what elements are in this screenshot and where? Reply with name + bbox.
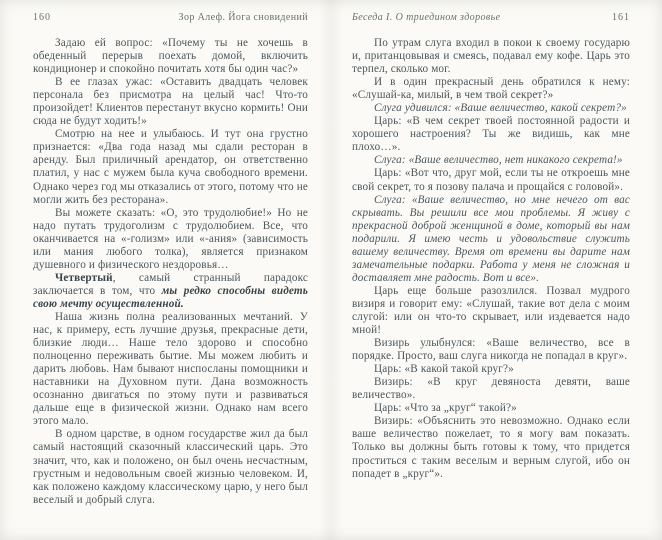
paragraph — [352, 194, 630, 285]
paragraph — [352, 37, 630, 76]
text-segment: Визирь улыбнулся: «Ваше величество, все в порядке. Просто, ваш слуга никогда не попадал в круг». — [352, 337, 630, 363]
page-body-right — [352, 37, 630, 481]
page-161 — [331, 0, 662, 540]
running-title-left: Зор Алеф. Йога сновидений — [178, 12, 308, 23]
text-segment: В ее глазах ужас: «Оставить двадцать человек персонала без присмотра на целый час! Что-то произойдет! Клиентов перестанут вкусно кормить! Они сюда не будут ходить!» — [33, 76, 308, 128]
text-segment: Царь: «В чем секрет твоей постоянной радости и хорошего настроения? Ты же видишь, как мне плохо…». — [352, 115, 630, 154]
paragraph — [33, 311, 308, 428]
text-segment: Слуга удивился: «Ваше величество, какой секрет?» — [374, 102, 627, 115]
text-segment: Вы можете сказать: «О, это трудолюбие!» Но не надо путать трудоголизм с трудолюбием. Все, что оканчивается на «-голизм» или «-ания» (зависимость или мания любого толка), является признаком душевного и физического нездоровья… — [33, 206, 308, 271]
paragraph — [33, 76, 308, 128]
text-segment: Царь: «Вот что, друг мой, если ты не откроешь мне свой секрет, то я позову палача и прощайся с головой». — [352, 167, 630, 193]
text-segment: Слуга: «Ваше величество, но мне нечего от вас скрывать. Вы решили все мои проблемы. Я живу с прекрасной доброй женщиной в доме, который вы нам подарили. Я имею честь и удовольствие служить вашему величеству. Время от времени вы дарите нам замечательные подарки. Работа у меня не сложная и доставляет мне радость. Вот и все». — [352, 193, 630, 284]
paragraph — [352, 102, 630, 115]
text-segment: Задаю ей вопрос: «Почему ты не хочешь в обеденный перерыв поехать домой, включить кондиционер и спокойно почитать хотя бы один час?» — [33, 37, 308, 76]
text-segment: Слуга: «Ваше величество, нет никакого секрета!» — [374, 154, 623, 167]
paragraph — [352, 337, 630, 363]
text-segment: Четвертый — [55, 271, 113, 284]
paragraph — [352, 285, 630, 337]
text-segment: Царь еще больше разозлился. Позвал мудрого визиря и говорит ему: «Слушай, такие вот дела с моим слугой: или он что-то скрывает, или издевается надо мной! — [352, 284, 630, 337]
text-segment: По утрам слуга входил в покои к своему государю и, пританцовывая и смеясь, подавал ему кофе. Царь это терпел, сколько мог. — [352, 37, 630, 76]
text-segment: Визирь: «Объяснить это невозможно. Однако если ваше величество пожелает, то я могу вам показать. Только вы должны быть готовы к тому, что придется проститься с таким веселым и верным слугой, ибо он попадет в „круг“». — [352, 415, 630, 480]
paragraph — [33, 428, 308, 506]
paragraph — [352, 402, 630, 415]
paragraph — [352, 154, 630, 167]
page-number-right: 161 — [612, 12, 630, 23]
text-segment: Царь: «В какой такой круг?» — [374, 363, 514, 376]
running-title-right: Беседа I. О триедином здоровье — [352, 12, 501, 23]
paragraph — [352, 363, 630, 376]
paragraph — [33, 207, 308, 272]
text-segment: Наша жизнь полна реализованных мечтаний. У нас, к примеру, есть лучшие друзья, прекрасные дети, близкие люди… Наше тело здорово и способно полноценно переживать бытие. Мы можем любить и дарить любовь. Нам бывают ниспосланы помощники и наставники на Духовном пути. Дана возможность осознанно двигаться по этому пути и развиваться дальше еще в физической жизни. Однако нам всего этого мало. — [33, 310, 308, 428]
paragraph — [352, 167, 630, 193]
text-segment: Смотрю на нее и улыбаюсь. И тут она грустно признается: «Два года назад мы сдали ресторан в аренду. Был приличный арендатор, он ответственно платил, у нас с мужем была куча свободного времени. Однако через год мы отказались от этого, потому что не могли жить без ресторана». — [33, 128, 308, 206]
paragraph — [352, 415, 630, 480]
paragraph — [33, 128, 308, 206]
paragraph — [352, 115, 630, 154]
text-segment: мы редко способны видеть свою мечту осуществленной. — [33, 284, 308, 310]
running-head-right — [352, 12, 630, 24]
paragraph — [33, 272, 308, 311]
page-number-left: 160 — [33, 12, 51, 23]
text-segment: В одном царстве, в одном государстве жил да был самый настоящий сказочный классический царь. Это значит, что, как и положено, он был очень несчастным, грустным и недовольным своей жизнью человеком. И, как положено каждому классическому царю, у него был веселый и добрый слуга. — [33, 428, 308, 506]
paragraph — [352, 76, 630, 102]
page-body-left — [33, 37, 308, 507]
text-segment: Визирь: «В круг девяноста девяти, ваше величество». — [352, 376, 630, 402]
running-head-left — [33, 12, 308, 24]
text-segment: Царь: «Что за „круг“ такой?» — [374, 402, 517, 415]
text-segment: , самый странный парадокс заключается в том, что — [33, 271, 308, 297]
paragraph — [352, 376, 630, 402]
paragraph — [33, 37, 308, 76]
text-segment: И в один прекрасный день обратился к нему: «Слушай-ка, милый, в чем твой секрет?» — [352, 76, 630, 102]
